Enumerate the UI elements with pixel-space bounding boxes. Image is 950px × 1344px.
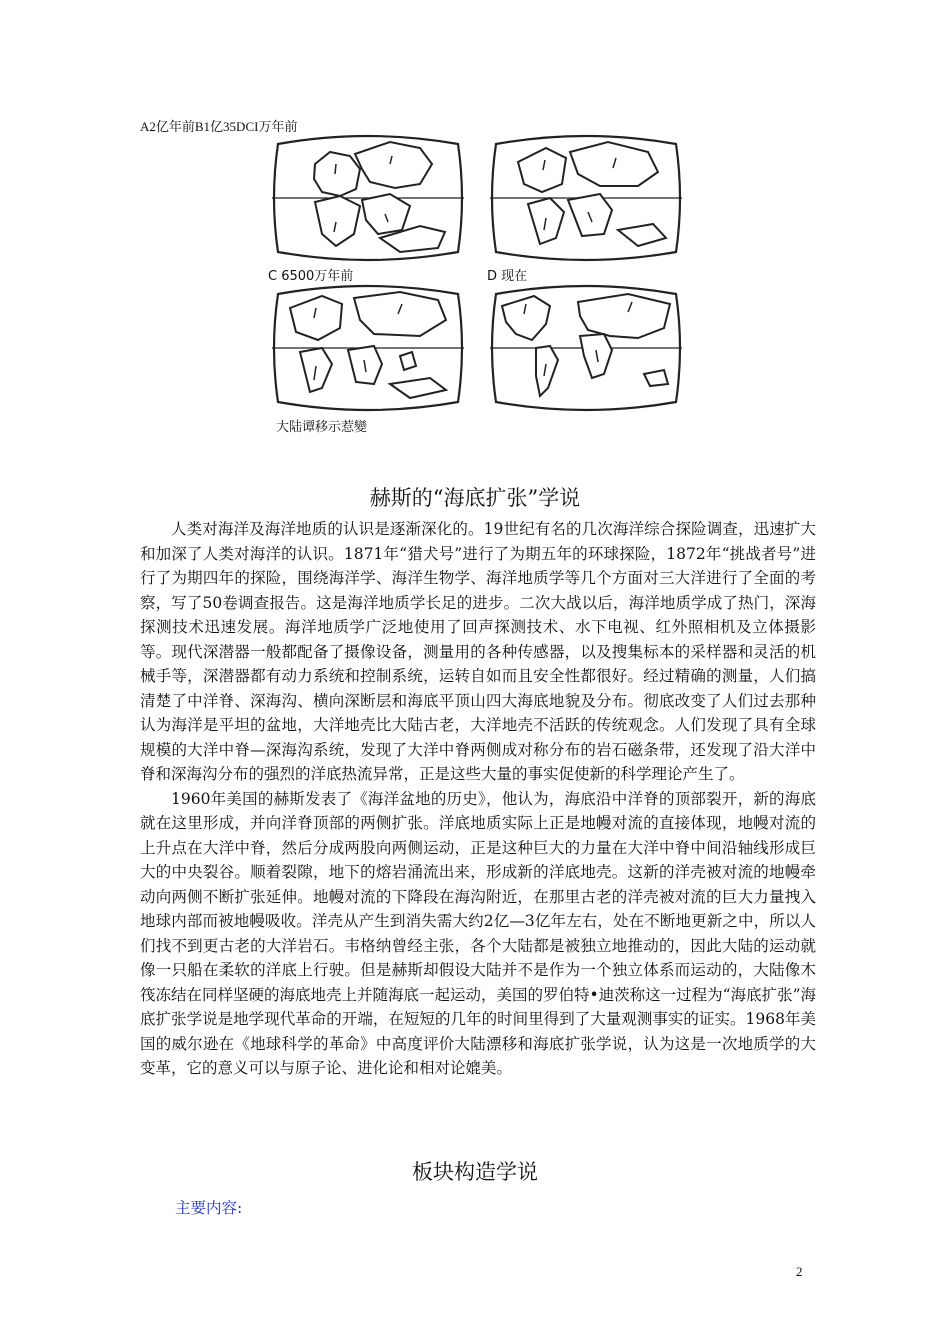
section-title-plate-tectonics: 板块构造学说 bbox=[412, 1160, 538, 1184]
map-label-c: C 6500万年前 bbox=[268, 269, 354, 284]
section-body bbox=[140, 517, 816, 1081]
map-panel-c bbox=[270, 284, 466, 412]
body-paragraph: 人类对海洋及海洋地质的认识是逐渐深化的。19世纪有名的几次海洋综合探险调查，迅速扩大和加深了人类对海洋的认识。1871年“猎犬号”进行了为期五年的环球探险，1872年“挑战者号”进行了为期四年的探险，围绕海洋学、海洋生物学、海洋地质学等几个方面对三大洋进行了全面的考察，写了50卷调查报告。这是海洋地质学长足的进步。二次大战以后，海洋地质学成了热门，深海探测技术迅速发展。海洋地质学广泛地使用了回声探测技术、水下电视、红外照相机及立体摄影等。现代深潜器一般都配备了摄像设备，测量用的各种传感器，以及搜集标本的采样器和灵活的机械手等，深潜器都有动力系统和控制系统，运转自如而且安全性都很好。经过精确的测量，人们搞清楚了中洋脊、深海沟、横向深断层和海底平顶山四大海底地貌及分布。彻底改变了人们过去那种认为海洋是平坦的盆地，大洋地壳比大陆古老，大洋地壳不活跃的传统观念。人们发现了具有全球规模的大洋中脊—深海沟系统，发现了大洋中脊两侧成对称分布的岩石磁条带，还发现了沿大洋中脊和深海沟分布的强烈的洋底热流异常，正是这些大量的事实促使新的科学理论产生了。 bbox=[140, 520, 816, 783]
figure-bottom-caption: 大陆谭移示惹變 bbox=[276, 420, 368, 435]
page-number: 2 bbox=[796, 1264, 803, 1279]
main-content-label: 主要内容: bbox=[175, 1199, 243, 1217]
map-panel-b bbox=[488, 134, 684, 262]
map-panel-a bbox=[270, 134, 466, 262]
body-paragraph: 1960年美国的赫斯发表了《海洋盆地的历史》，他认为，海底沿中洋脊的顶部裂开，新的海底就在这里形成，并向洋脊顶部的两侧扩张。洋底地质实际上正是地幔对流的直接体现，地幔对流的上升点在大洋中脊，然后分成两股向两侧运动，正是这种巨大的力量在大洋中脊中间沿轴线形成巨大的中央裂谷。顺着裂隙，地下的熔岩涌流出来，形成新的洋底地壳。这新的洋壳被对流的地幔牵动向两侧不断扩张延伸。地幔对流的下降段在海沟附近，在那里古老的洋壳被对流的巨大力量拽入地球内部而被地幔吸收。洋壳从产生到消失需大约2亿—3亿年左右，处在不断地更新之中，所以人们找不到更古老的大洋岩石。韦格纳曾经主张，各个大陆都是被独立地推动的，因此大陆的运动就像一只船在柔软的洋底上行驶。但是赫斯却假设大陆并不是作为一个独立体系而运动的，大陆像木筏冻结在同样坚硬的海底地壳上并随海底一起运动，美国的罗伯特•迪茨称这一过程为“海底扩张”海底扩张学说是地学现代革命的开端，在短短的几年的时间里得到了大量观测事实的证实。1968年美国的威尔逊在《地球科学的革命》中高度评价大陆漂移和海底扩张学说，认为这是一次地质学的大变革，它的意义可以与原子论、进化论和相对论媲美。 bbox=[140, 789, 816, 1077]
map-label-d: D 现在 bbox=[487, 269, 528, 284]
map-panel-d bbox=[488, 284, 684, 412]
figure-top-caption: A2亿年前B1亿35DCI万年前 bbox=[140, 119, 298, 134]
section-title-seafloor-spreading: 赫斯的“海底扩张”学说 bbox=[369, 486, 581, 510]
